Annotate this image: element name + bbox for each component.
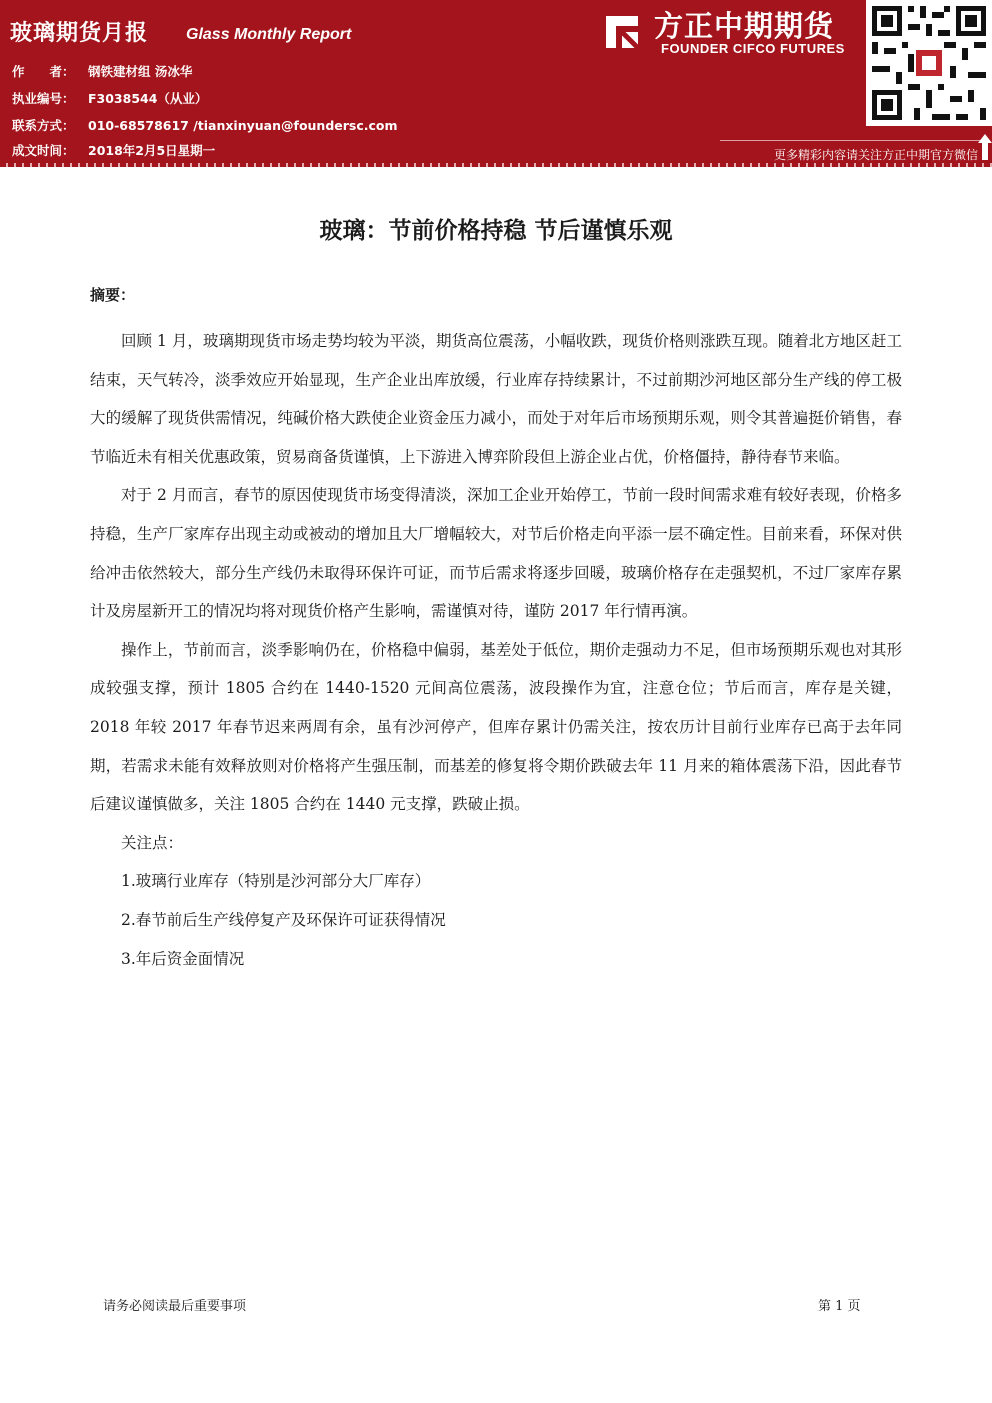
focus-item: 1.玻璃行业库存（特别是沙河部分大厂库存） bbox=[121, 872, 431, 891]
article-title: 玻璃：节前价格持稳 节后谨慎乐观 bbox=[319, 218, 673, 244]
header-stripe bbox=[0, 163, 992, 167]
page-number: 第 1 页 bbox=[818, 1299, 861, 1314]
brand-name-en: FOUNDER CIFCO FUTURES bbox=[661, 41, 845, 56]
paragraph-2: 对于 2 月而言，春节的原因使现货市场变得清淡，深加工企业开始停工，节前一段时间需求难有较好表现，价格多持稳，生产厂家库存出现主动或被动的增加且大厂增幅较大，对节后价格走向平添一层不确定性。目前来看，环保对供给冲击依然较大，部分生产线仍未取得环保许可证，而节后需求将逐步回暖，玻璃价格存在走强契机，不过厂家库存累计及房屋新开工的情况均将对现货价格产生影响，需谨慎对待，谨防 2017 年行情再演。 bbox=[90, 486, 902, 621]
meta-date: 成文时间： 2018年2月5日星期一 bbox=[12, 143, 216, 158]
brand-name: 方正中期期货 bbox=[654, 9, 835, 43]
report-header bbox=[0, 0, 992, 163]
meta-license: 执业编号： F3038544（从业） bbox=[12, 91, 208, 106]
report-title: 玻璃期货月报 bbox=[10, 21, 149, 46]
meta-contact: 联系方式： 010-68578617 /tianxinyuan@foundersc.com bbox=[12, 118, 398, 133]
report-title-en: Glass Monthly Report bbox=[186, 26, 352, 43]
focus-label: 关注点： bbox=[121, 833, 184, 852]
article-body bbox=[90, 322, 902, 978]
meta-author: 作 者： 钢铁建材组 汤冰华 bbox=[12, 64, 193, 79]
footer-disclaimer: 请务必阅读最后重要事项 bbox=[103, 1299, 247, 1314]
abstract-label: 摘要： bbox=[90, 286, 136, 304]
arrow-up-icon bbox=[978, 134, 992, 160]
header-divider bbox=[720, 140, 980, 141]
focus-item: 3.年后资金面情况 bbox=[121, 949, 245, 968]
qr-code-icon bbox=[866, 0, 992, 126]
focus-item: 2.春节前后生产线停复产及环保许可证获得情况 bbox=[121, 910, 446, 929]
founder-logo-icon bbox=[602, 12, 642, 52]
paragraph-1: 回顾 1 月，玻璃期现货市场走势均较为平淡，期货高位震荡，小幅收跌，现货价格则涨跌互现。随着北方地区赶工结束，天气转冷，淡季效应开始显现，生产企业出库放缓，行业库存持续累计，不过前期沙河地区部分生产线的停工极大的缓解了现货供需情况，纯碱价格大跌使企业资金压力减小，而处于对年后市场预期乐观，则令其普遍挺价销售，春节临近未有相关优惠政策，贸易商备货谨慎，上下游进入博弈阶段但上游企业占优，价格僵持，静待春节来临。 bbox=[90, 332, 902, 466]
paragraph-3: 操作上，节前而言，淡季影响仍在，价格稳中偏弱，基差处于低位，期价走强动力不足，但市场预期乐观也对其形成较强支撑，预计 1805 合约在 1440-1520 元间高位震荡，波段操作为宜，注意仓位；节后而言，库存是关键，2018 年较 2017 年春节迟来两周有余，虽有沙河停产，但库存累计仍需关注，按农历计目前行业库存已高于去年同期，若需求未能有效释放则对价格将产生强压制，而基差的修复将令期价跌破去年 11 月来的箱体震荡下沿，因此春节后建议谨慎做多，关注 1805 合约在 1440 元支撑，跌破止损。 bbox=[90, 640, 902, 814]
follow-wechat-note: 更多精彩内容请关注方正中期官方微信 bbox=[773, 148, 978, 162]
